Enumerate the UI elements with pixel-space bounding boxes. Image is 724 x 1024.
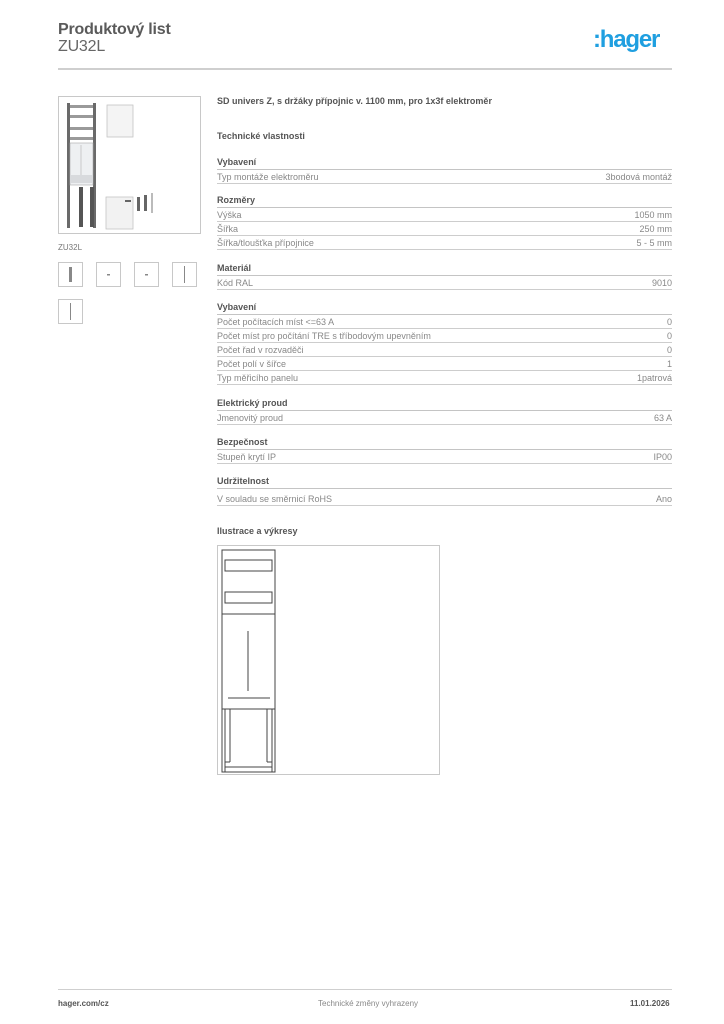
page-title: Produktový list xyxy=(58,21,171,38)
spec-row xyxy=(217,329,672,343)
document-date: 11.01.2026 xyxy=(630,999,670,1008)
small-part-icon xyxy=(135,263,158,286)
spec-label: Kód RAL xyxy=(217,277,254,288)
product-code: ZU32L xyxy=(58,38,106,55)
spec-group-title: Rozměry xyxy=(217,195,672,208)
spec-row xyxy=(217,222,672,236)
footer-divider xyxy=(58,989,672,990)
thumbnail-rail-1[interactable] xyxy=(172,262,197,287)
spec-label: Šířka xyxy=(217,223,239,234)
spec-label: Typ měřicího panelu xyxy=(217,372,299,383)
thumbnail-small-part-2[interactable] xyxy=(134,262,159,287)
disclaimer: Technické změny vyhrazeny xyxy=(318,999,419,1008)
enclosure-drawing xyxy=(218,546,439,774)
spec-label: Počet počítacích míst <=63 A xyxy=(217,316,335,327)
spec-row xyxy=(217,411,672,425)
spec-value: Ano xyxy=(655,493,672,504)
product-description: SD univers Z, s držáky přípojnic v. 1100 mm, pro 1x3f elektroměr xyxy=(217,96,492,106)
spec-value: 250 mm xyxy=(639,223,672,234)
spec-value: 63 A xyxy=(653,412,672,423)
spec-value: 5 - 5 mm xyxy=(636,237,672,248)
spec-row xyxy=(217,357,672,371)
spec-row xyxy=(217,208,672,222)
technical-properties-heading: Technické vlastnosti xyxy=(217,131,305,141)
spec-row xyxy=(217,315,672,329)
spec-row xyxy=(217,492,672,506)
spec-value: 1050 mm xyxy=(634,209,672,220)
spec-label: Počet polí v šířce xyxy=(217,358,287,369)
spec-value: IP00 xyxy=(653,451,672,462)
spec-group-title: Vybavení xyxy=(217,157,672,170)
spec-label: Šířka/tloušťka přípojnice xyxy=(217,237,314,248)
spec-value: 3bodová montáž xyxy=(605,171,672,182)
spec-row xyxy=(217,450,672,464)
spec-value: 1 xyxy=(666,358,672,369)
thumbnail-rail-2[interactable] xyxy=(58,299,83,324)
spec-label: Stupeň krytí IP xyxy=(217,451,277,462)
product-image[interactable] xyxy=(58,96,201,234)
spec-group-title: Bezpečnost xyxy=(217,437,672,450)
spec-label: Typ montáže elektroměru xyxy=(217,171,319,182)
spec-row xyxy=(217,276,672,290)
spec-group-title: Vybavení xyxy=(217,302,672,315)
enclosure-kit-illustration xyxy=(59,97,200,233)
spec-label: V souladu se směrnicí RoHS xyxy=(217,493,333,504)
spec-value: 0 xyxy=(666,330,672,341)
rail-icon xyxy=(173,263,196,286)
spec-label: Počet míst pro počítání TRE s tříbodovým upevněním xyxy=(217,330,431,341)
spec-value: 0 xyxy=(666,344,672,355)
technical-drawing[interactable] xyxy=(217,545,440,775)
header-divider xyxy=(58,68,672,70)
spec-group-title: Materiál xyxy=(217,263,672,276)
spec-group-title: Elektrický proud xyxy=(217,398,672,411)
product-image-caption: ZU32L xyxy=(58,243,83,252)
spec-row xyxy=(217,343,672,357)
spec-label: Jmenovitý proud xyxy=(217,412,284,423)
spec-label: Výška xyxy=(217,209,242,220)
website-link[interactable]: hager.com/cz xyxy=(58,999,109,1008)
spec-label: Počet řad v rozvaděči xyxy=(217,344,304,355)
thumbnail-small-part-1[interactable] xyxy=(96,262,121,287)
rail-icon xyxy=(59,300,82,323)
thumbnail-busbar-holder[interactable] xyxy=(58,262,83,287)
small-part-icon xyxy=(97,263,120,286)
spec-value: 1patrová xyxy=(636,372,672,383)
spec-row xyxy=(217,371,672,385)
spec-value: 0 xyxy=(666,316,672,327)
spec-group-title: Udržitelnost xyxy=(217,476,672,489)
busbar-holder-icon xyxy=(59,263,82,286)
spec-row xyxy=(217,236,672,250)
illustrations-heading: Ilustrace a výkresy xyxy=(217,526,298,536)
spec-value: 9010 xyxy=(651,277,672,288)
hager-logo: :hager xyxy=(593,26,660,53)
spec-row xyxy=(217,170,672,184)
